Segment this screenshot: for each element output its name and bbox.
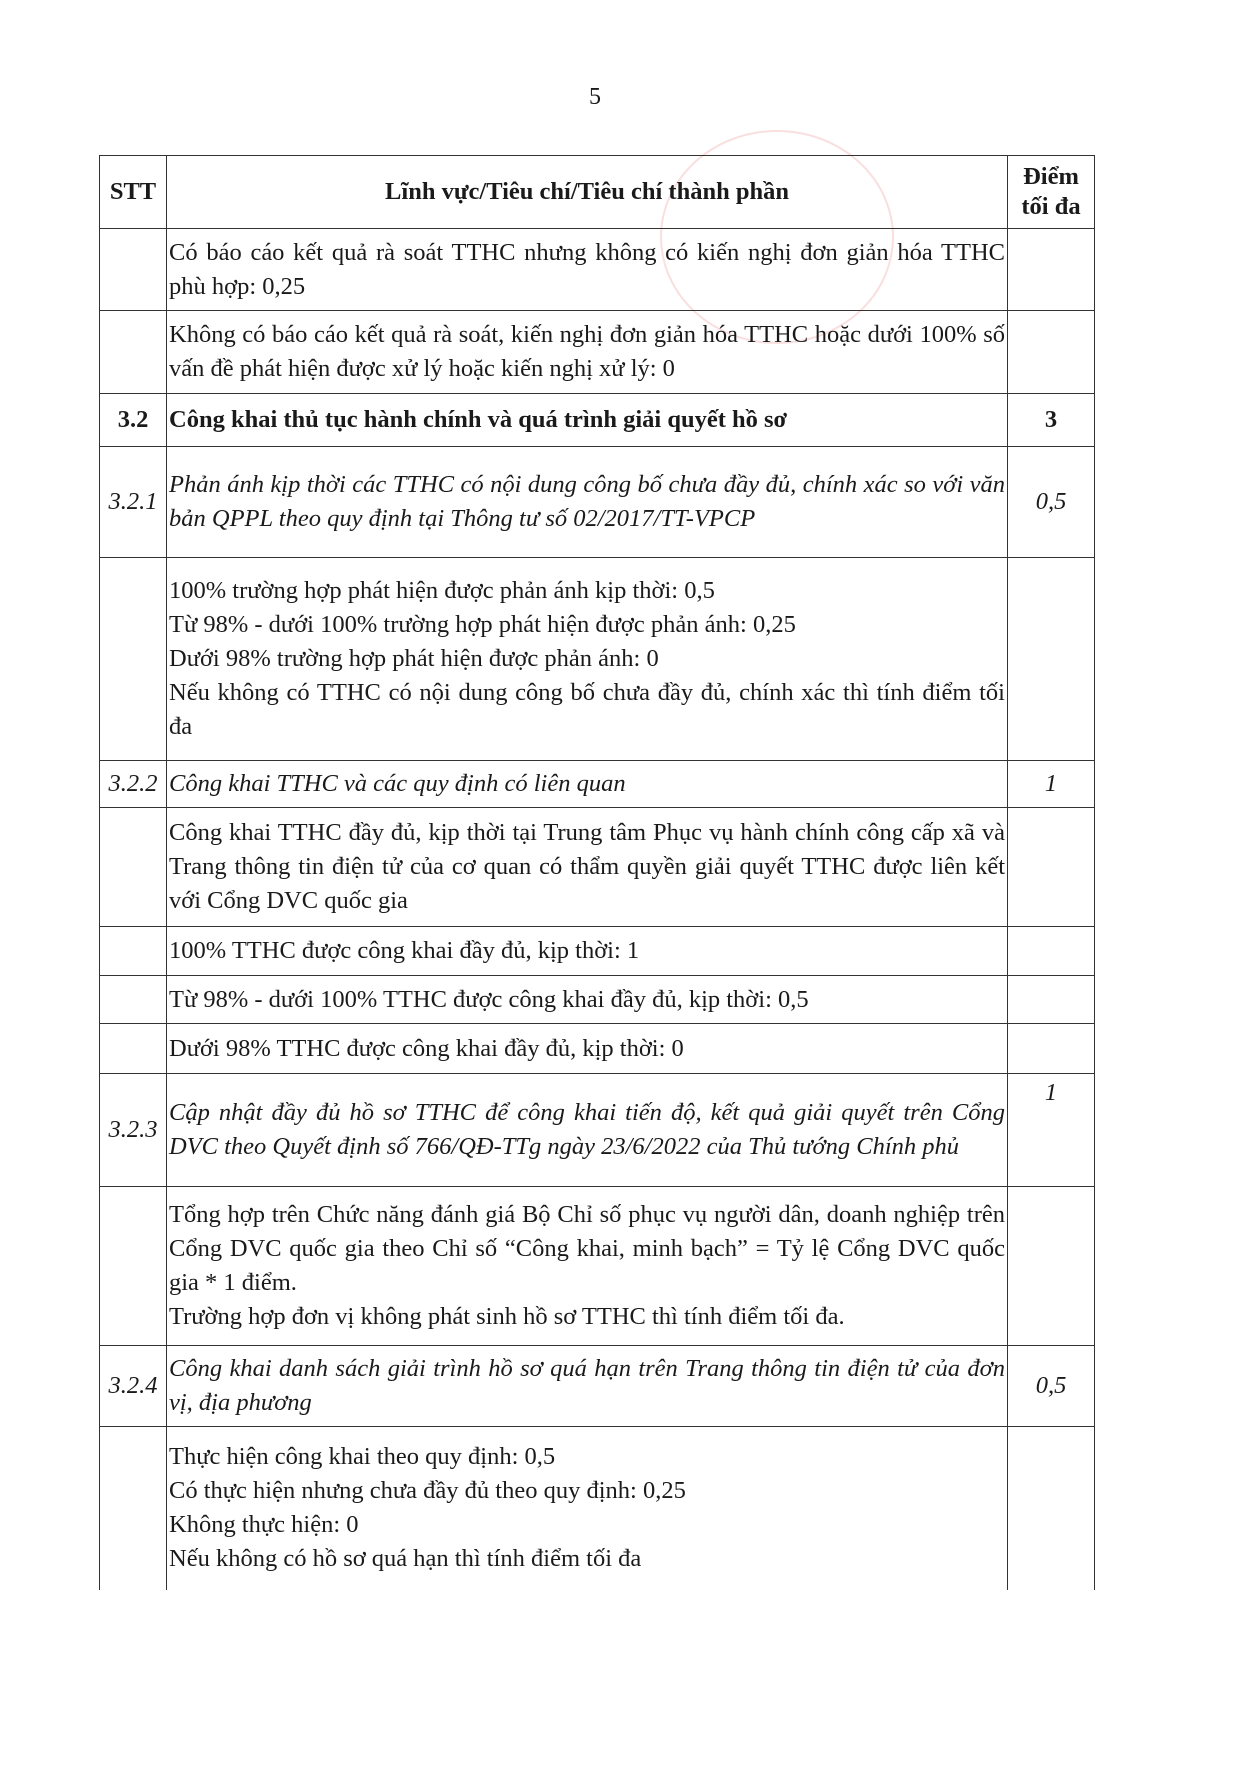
criteria-line: Có báo cáo kết quả rà soát TTHC nhưng không có kiến nghị đơn giản hóa TTHC phù hợp: 0,25 <box>169 238 1005 300</box>
row-points: 1 <box>1008 1074 1095 1187</box>
row-points: 0,5 <box>1008 1346 1095 1427</box>
row-points <box>1008 229 1095 311</box>
criteria-line: Cập nhật đầy đủ hồ sơ TTHC để công khai tiến độ, kết quả giải quyết trên Cổng DVC theo Quyết định số 766/QĐ-TTg ngày 23/6/2022 của Thủ tướng Chính phủ <box>169 1099 1005 1160</box>
table-row <box>100 311 1095 394</box>
row-points: 1 <box>1008 761 1095 808</box>
table-row <box>100 1074 1095 1187</box>
criteria-line: 100% TTHC được công khai đầy đủ, kịp thời: 1 <box>169 937 640 964</box>
row-points <box>1008 311 1095 394</box>
table-row <box>100 927 1095 976</box>
criteria-line: Tổng hợp trên Chức năng đánh giá Bộ Chỉ số phục vụ người dân, doanh nghiệp trên Cổng DVC quốc gia theo Chỉ số “Công khai, minh bạch” = Tỷ lệ Cổng DVC quốc gia * 1 điểm. <box>169 1201 1005 1296</box>
criteria-line: Phản ánh kịp thời các TTHC có nội dung công bố chưa đầy đủ, chính xác so với văn bản QPPL theo quy định tại Thông tư số 02/2017/TT-VPCP <box>169 471 1005 532</box>
criteria-line: Công khai TTHC đầy đủ, kịp thời tại Trung tâm Phục vụ hành chính công cấp xã và Trang thông tin điện tử của cơ quan có thẩm quyền giải quyết TTHC được liên kết với Cổng DVC quốc gia <box>169 819 1005 914</box>
table-row <box>100 394 1095 447</box>
table-row <box>100 447 1095 558</box>
criteria-line: Không thực hiện: 0 <box>169 1511 359 1539</box>
row-criteria <box>167 1024 1008 1074</box>
header-criteria: Lĩnh vực/Tiêu chí/Tiêu chí thành phần <box>167 156 1008 229</box>
row-criteria <box>167 1346 1008 1427</box>
row-criteria <box>167 761 1008 808</box>
row-points <box>1008 808 1095 927</box>
criteria-line: Thực hiện công khai theo quy định: 0,5 <box>169 1443 556 1471</box>
row-stt <box>100 1427 167 1590</box>
row-criteria <box>167 1427 1008 1590</box>
row-stt: 3.2.4 <box>100 1346 167 1427</box>
row-criteria <box>167 447 1008 558</box>
table-row <box>100 558 1095 761</box>
row-points <box>1008 1427 1095 1590</box>
criteria-line: Công khai thủ tục hành chính và quá trình giải quyết hồ sơ <box>169 406 788 433</box>
row-stt <box>100 558 167 761</box>
row-points: 0,5 <box>1008 447 1095 558</box>
table-row <box>100 229 1095 311</box>
row-stt: 3.2.1 <box>100 447 167 558</box>
row-stt <box>100 229 167 311</box>
row-criteria <box>167 976 1008 1024</box>
row-criteria <box>167 1074 1008 1187</box>
table-row <box>100 1427 1095 1590</box>
row-points: 3 <box>1008 394 1095 447</box>
criteria-table <box>99 155 1095 1590</box>
row-criteria <box>167 394 1008 447</box>
row-points <box>1008 558 1095 761</box>
row-stt <box>100 311 167 394</box>
criteria-line: 100% trường hợp phát hiện được phản ánh kịp thời: 0,5 <box>169 577 715 604</box>
row-points <box>1008 1187 1095 1346</box>
row-stt <box>100 1024 167 1074</box>
table-row <box>100 808 1095 927</box>
row-stt <box>100 927 167 976</box>
criteria-line: Nếu không có TTHC có nội dung công bố chưa đầy đủ, chính xác thì tính điểm tối đa <box>169 679 1005 740</box>
criteria-line: Nếu không có hồ sơ quá hạn thì tính điểm tối đa <box>169 1545 642 1573</box>
row-points <box>1008 1024 1095 1074</box>
table-row <box>100 976 1095 1024</box>
row-points <box>1008 927 1095 976</box>
table-row <box>100 761 1095 808</box>
row-criteria <box>167 311 1008 394</box>
criteria-line: Từ 98% - dưới 100% TTHC được công khai đầy đủ, kịp thời: 0,5 <box>169 985 809 1013</box>
row-stt: 3.2 <box>100 394 167 447</box>
row-criteria <box>167 927 1008 976</box>
row-stt: 3.2.3 <box>100 1074 167 1187</box>
criteria-line: Có thực hiện nhưng chưa đầy đủ theo quy định: 0,25 <box>169 1477 686 1505</box>
row-stt: 3.2.2 <box>100 761 167 808</box>
criteria-line: Không có báo cáo kết quả rà soát, kiến nghị đơn giản hóa TTHC hoặc dưới 100% số vấn đề phát hiện được xử lý hoặc kiến nghị xử lý: 0 <box>169 321 1005 382</box>
table-row <box>100 1024 1095 1074</box>
header-stt: STT <box>100 156 167 229</box>
page-number: 5 <box>589 84 601 110</box>
row-criteria <box>167 1187 1008 1346</box>
row-stt <box>100 808 167 927</box>
row-points <box>1008 976 1095 1024</box>
row-criteria <box>167 808 1008 927</box>
criteria-line: Công khai TTHC và các quy định có liên quan <box>169 770 626 797</box>
criteria-line: Công khai danh sách giải trình hồ sơ quá hạn trên Trang thông tin điện tử của đơn vị, địa phương <box>169 1355 1005 1416</box>
criteria-line: Từ 98% - dưới 100% trường hợp phát hiện được phản ánh: 0,25 <box>169 611 796 638</box>
row-stt <box>100 976 167 1024</box>
criteria-line: Trường hợp đơn vị không phát sinh hồ sơ TTHC thì tính điểm tối đa. <box>169 1303 845 1330</box>
row-criteria <box>167 229 1008 311</box>
table-row <box>100 1346 1095 1427</box>
header-max-points: Điểm tối đa <box>1008 156 1095 229</box>
row-stt <box>100 1187 167 1346</box>
row-criteria <box>167 558 1008 761</box>
table-row <box>100 1187 1095 1346</box>
criteria-line: Dưới 98% trường hợp phát hiện được phản ánh: 0 <box>169 645 659 672</box>
criteria-line: Dưới 98% TTHC được công khai đầy đủ, kịp thời: 0 <box>169 1034 684 1062</box>
